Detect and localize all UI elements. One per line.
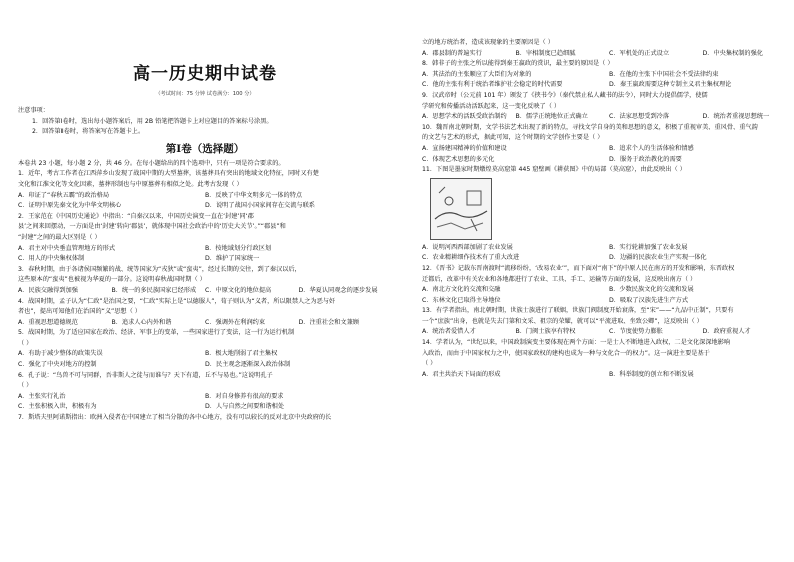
option-text: D．华夏认同观念的逐步发展 xyxy=(298,286,378,294)
section-title: 第Ⅰ卷（选择题） xyxy=(165,142,245,155)
option-text: A．其法治的主张顺应了大臣们为对象的 xyxy=(422,70,532,78)
option-text: A．主张实行礼治 xyxy=(18,392,66,400)
option-text: A．有助于减少整体的政策失误 xyxy=(18,350,103,358)
option-row xyxy=(18,392,392,403)
question-text: （ ） xyxy=(422,360,437,368)
option-text: B．对自身修养有很高的要求 xyxy=(205,392,284,400)
left-column xyxy=(18,0,392,424)
option-text: B．统一的多民族国家已经形成 xyxy=(111,286,197,294)
option-text: B．少数民族文化的交流和发展 xyxy=(609,286,694,294)
question-text: 迁都后，改革中有关农业和各地都进行了农业、工具、手工、运输等方面的发展，这反映出南方（ ） xyxy=(422,275,697,283)
question-text: 2．王家范在《中国历史通论》中指出：“自秦汉以来，中国历史演变一直在‘封建’同‘郡 xyxy=(18,212,254,220)
right-questions xyxy=(422,38,794,380)
option-row xyxy=(18,254,392,265)
option-text: B．实行轮耕加强了农业发展 xyxy=(609,243,688,251)
option-text: D．注重社会和文兼顾 xyxy=(298,318,359,326)
option-row xyxy=(18,286,392,297)
question-text: 学研究和传播活动活跃起来，这一变化反映了（ ） xyxy=(422,102,561,110)
question-text: “封建”之间的最大区别是（ ） xyxy=(18,233,101,241)
option-text: D．人与自然之间要和谐相处 xyxy=(205,403,285,411)
question-text: 12．《晋书》记载东晋南渡时“流移纷纷，‘改易农业’”，而下面对“南下”的中原人民在南方的开发和影响，东晋政权 xyxy=(422,264,735,272)
question-text: 文化和江淮文化等文化因素，墓葬形制也与中原墓葬有相似之处。此考古发现（ ） xyxy=(18,180,243,188)
option-text: A．南北方文化的交流和交融 xyxy=(422,286,501,294)
question-text: 3．春秋时期，由于各诸侯国频繁的战、统等国家为“戎狄”或“蛮夷”，经过长期的交往，到了秦汉以后， xyxy=(18,265,301,273)
question-text: 1．近年，考古工作者在江西萍乡山发现了战国中期的大型墓葬，该墓葬具有突出的地域文化特征，同时又有楚 xyxy=(18,170,319,178)
question-text: 这些原本的“蛮夷”也被视为华夏的一部分。这说明春秋战国时期（ ） xyxy=(18,276,206,284)
question-text: 入政治，而由于中国家权力之中，使国家政权的建构也成为一种与文化合一的权力”。这一演进主要是基于 xyxy=(422,349,710,357)
option-row xyxy=(422,80,794,91)
mural-image xyxy=(430,178,492,240)
option-row xyxy=(422,370,794,381)
question-text: 一个“庶族”出身，也就是失去门第和文采、祖宗的荣耀，就可以“平流进取、坐致公卿”，这反映出（ ） xyxy=(422,317,703,325)
option-row xyxy=(422,155,794,166)
option-text: D．说明了战国小国家间存在交流与联系 xyxy=(205,202,315,210)
option-text: A．君主共治天下局面的形成 xyxy=(422,370,501,378)
question-text: 7．斯塔夫里阿诺斯指出：欧洲入侵者在中国建立了相当分散的各中心地方，没有可以较长的反对北京中央政府的长 xyxy=(18,414,332,422)
option-text: B．门阀士族享有特权 xyxy=(515,328,576,336)
question-text: 者也”，提出可知他们在治国的“义”思想（ ） xyxy=(18,308,141,316)
option-text: A．印证了“春秋五霸”的政治格局 xyxy=(18,191,110,199)
question-text: 10．魏晋南北朝时期，文学书法艺术出现了新的特点，寻找文学自身的美和思想的意义，积极了重视审美、重风骨、重气韵 xyxy=(422,123,758,131)
question-text: 11．下图是墨家时期燉煌莫高窟第 445 窟壁画《耕获图》中的局部（莫高窟），由此反映出（ ） xyxy=(422,166,686,174)
option-text: C．用人的中央集权体制 xyxy=(18,255,85,263)
option-text: B．科举制度的创立和不断发展 xyxy=(609,370,694,378)
notice-item-2: 2．回答第Ⅱ卷时，将答案写在答题卡上。 xyxy=(32,128,145,136)
left-questions xyxy=(18,169,392,423)
option-text: C．节度使势力膨胀 xyxy=(609,328,663,336)
option-text: C．强调外在利润约束 xyxy=(205,318,266,326)
question-text: 县’之间来回摆动，一方面是由‘封建’转向‘郡县’，就体现中国社会政治中的‘历史大关节’。”“郡县”和 xyxy=(18,223,286,231)
question-text: 14．学者认为，“世纪以来，中国政制演变主要体现在两个方面：一是士人不断地进入政权，二是文化深深地影响 xyxy=(422,339,731,347)
option-row xyxy=(18,318,392,329)
question-text: 8．韩非子的主张之所以能得到秦王嬴政的赏识，最主要的原因是（ ） xyxy=(422,60,614,68)
option-text: D．维护了国家统一 xyxy=(205,255,260,263)
option-text: C．军机处的正式设立 xyxy=(609,49,670,57)
option-text: C．主张积极入世，积极有为 xyxy=(18,403,97,411)
option-row xyxy=(18,244,392,255)
option-row xyxy=(18,349,392,360)
option-text: D．秦王嬴政需要这种专制主义君主集权理论 xyxy=(609,81,732,89)
option-text: C．农业精耕细作技术有了重大改进 xyxy=(422,254,520,262)
option-text: A．说明河西西部加剧了农业发展 xyxy=(422,243,513,251)
option-text: B．追求人心内外和谐 xyxy=(111,318,172,326)
option-row xyxy=(422,49,794,60)
option-text: A．思想学术的活跃受政治制约 xyxy=(422,113,507,121)
option-text: C．体现艺术思想的多元化 xyxy=(422,155,495,163)
option-text: B．追求个人的生活体验和情感 xyxy=(609,144,694,152)
option-text: B．儒学正统地位正式确立 xyxy=(515,113,588,121)
option-text: A．民族交融得到加强 xyxy=(18,286,78,294)
option-text: C．法家思想受到冷落 xyxy=(609,113,670,121)
question-text: 9．汉武帝时（公元前 101 年）颁发了《挟书令》（秦代禁止私人藏书的法令），同时大力提倡儒学，使儒 xyxy=(422,91,708,99)
question-text: （ ） xyxy=(18,339,33,347)
option-text: B．宰相制度已趋细腻 xyxy=(515,49,576,57)
exam-title: 高一历史期中试卷 xyxy=(133,64,277,84)
option-row xyxy=(422,112,794,123)
question-text: 立的地方统治者，造成该现象的主要原因是（ ） xyxy=(422,39,554,46)
option-row xyxy=(422,327,794,338)
option-text: D．服务于政治教化的需要 xyxy=(609,155,682,163)
option-text: C．东林文化已取得主导地位 xyxy=(422,296,501,304)
question-text: 4．战国时期，孟子认为“仁政”是治国之要，“仁政”实际上是“以德服人”，荀子则认为“义者，所以限禁人之为恶与奸 xyxy=(18,297,336,305)
question-text: 的文艺与艺术的形式，据此可知，这个时期的文学创作主要是（ ） xyxy=(422,134,604,142)
option-row xyxy=(422,70,794,81)
question-text: 6．孔子说：“鸟兽不可与同群，吾非斯人之徒与而谁与？天下有道，丘不与易也。”这说明孔子 xyxy=(18,371,273,379)
option-text: C．强化了中央对地方的控制 xyxy=(18,361,97,369)
question-text: 5．战国时期，为了适应国家在政治、经济、军事上的变革，一些国家进行了变法，这一行为运行机制 xyxy=(18,329,295,337)
notice-title: 注意事项： xyxy=(18,107,49,114)
question-text: 13．有学者指出，南北朝时期，世族士族进行了联姻，世族门阀制度开始衰落，至“宋”——“九品中正制”，只要有 xyxy=(422,307,734,315)
option-row xyxy=(18,402,392,413)
option-text: A．君主对中央垂直管理地方的形式 xyxy=(18,244,116,252)
option-row xyxy=(422,253,794,264)
option-text: C．他的主张有利于统治者维护社会稳定的时代需要 xyxy=(422,81,563,89)
option-text: C．中原文化的地位提高 xyxy=(205,286,272,294)
option-text: C．证明中原先秦文化为中华文明核心 xyxy=(18,202,122,210)
option-text: B．在他的主张下中国社会不受法律约束 xyxy=(609,70,719,78)
notice-item-1: 1．回答第Ⅰ卷时，选出每小题答案后，用 2B 铅笔把答题卡上对应题目的答案标号涂黑。 xyxy=(32,117,273,125)
option-row xyxy=(422,243,794,254)
exam-meta: （考试时间：75 分钟 试卷满分：100 分） xyxy=(155,91,255,97)
option-text: A．宣扬建国精神的价值和建设 xyxy=(422,144,507,152)
option-text: A．统治者爱惜人才 xyxy=(422,328,476,336)
option-text: D．边疆的民族农业生产实现一体化 xyxy=(609,254,707,262)
option-text: B．反映了中华文明多元一体的特点 xyxy=(205,191,303,199)
option-row xyxy=(422,285,794,296)
option-row xyxy=(422,144,794,155)
option-text: B．按地域划分行政区划 xyxy=(205,244,272,252)
option-row xyxy=(18,360,392,371)
option-row xyxy=(18,191,392,202)
section-intro: 本卷共 23 小题，每小题 2 分，共 46 分。在每小题给出的四个选项中，只有一项是符合要求的。 xyxy=(18,159,285,167)
option-text: D．统治者重视思想统一 xyxy=(702,113,770,121)
option-text: D．中央集权制的强化 xyxy=(702,49,763,57)
option-row xyxy=(422,296,794,307)
option-text: A．重视思想道德规范 xyxy=(18,318,78,326)
option-text: D．民主观念逐渐深入政治体制 xyxy=(205,361,291,369)
option-text: A．郡县制的普遍实行 xyxy=(422,49,482,57)
option-text: D．吸取了汉族先进生产方式 xyxy=(609,296,689,304)
option-text: D．政府重视人才 xyxy=(702,328,751,336)
option-row xyxy=(18,201,392,212)
right-column xyxy=(422,38,794,380)
question-text: （ ） xyxy=(18,382,33,390)
option-text: B．极大地削弱了君主集权 xyxy=(205,350,278,358)
